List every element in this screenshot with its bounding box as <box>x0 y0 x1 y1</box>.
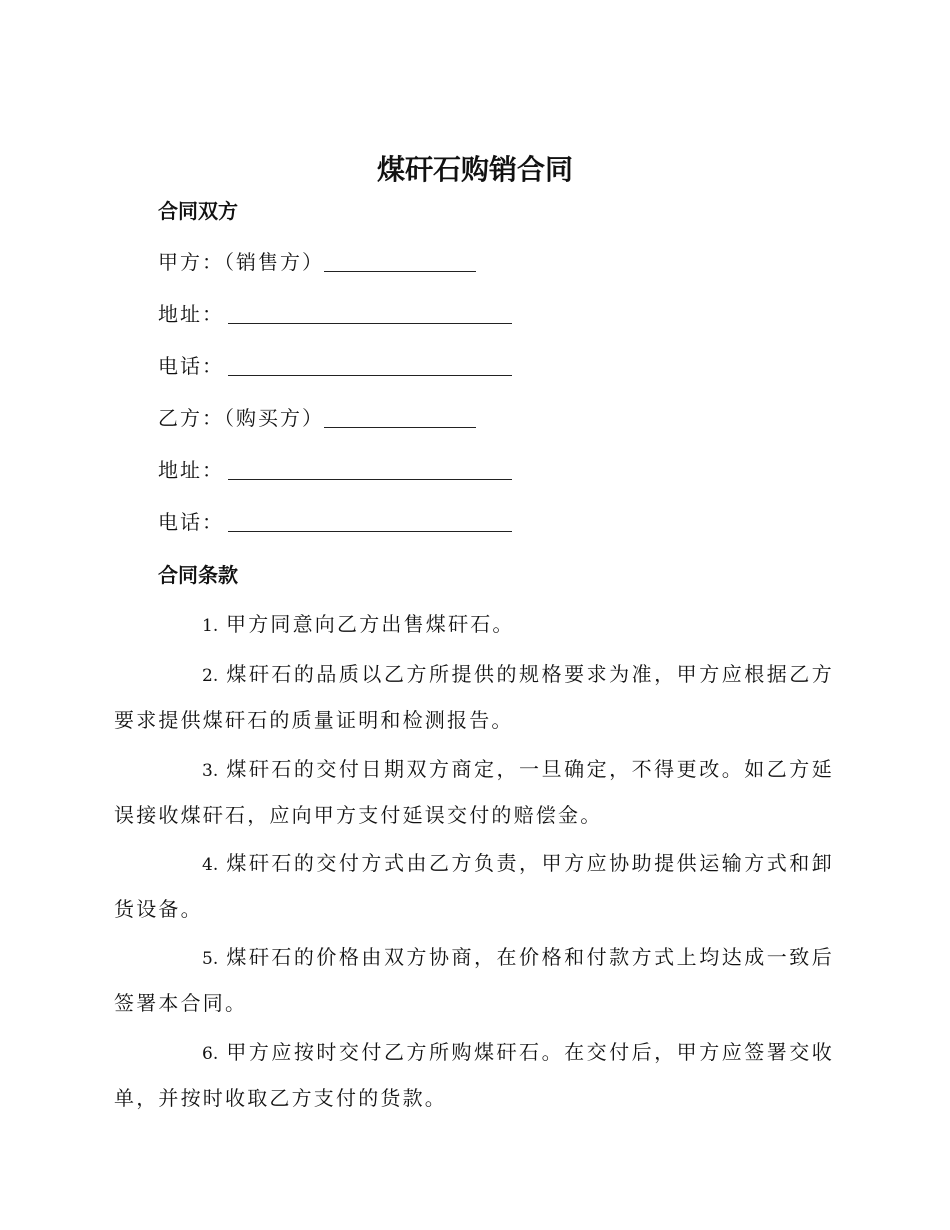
party-b-label: 乙方：（购买方） <box>158 406 324 430</box>
party-b-address-row <box>158 454 512 486</box>
party-a-phone-label: 电话： <box>158 354 224 378</box>
party-a-address-label: 地址： <box>158 302 224 326</box>
document-title: 煤矸石购销合同 <box>376 153 573 186</box>
clause-2 <box>114 652 834 742</box>
party-a-row <box>158 246 476 278</box>
clause-text: 煤矸石的交付方式由乙方负责，甲方应协助提供运输方式和卸货设备。 <box>114 851 834 921</box>
clause-number: 4. <box>202 855 219 875</box>
clause-number: 2. <box>202 666 219 686</box>
party-b-phone-row <box>158 506 512 538</box>
clause-text: 煤矸石的交付日期双方商定，一旦确定，不得更改。如乙方延误接收煤矸石，应向甲方支付延误交付的赔偿金。 <box>114 757 834 827</box>
party-a-label: 甲方：（销售方） <box>158 250 324 274</box>
clause-3 <box>114 747 834 837</box>
clause-4 <box>114 841 834 931</box>
clause-number: 5. <box>202 949 219 969</box>
party-a-phone-row <box>158 350 512 382</box>
terms-heading: 合同条款 <box>158 563 238 587</box>
party-b-address-label: 地址： <box>158 458 224 482</box>
clause-5 <box>114 935 834 1025</box>
clause-text: 煤矸石的价格由双方协商，在价格和付款方式上均达成一致后签署本合同。 <box>114 945 834 1015</box>
clause-text: 甲方应按时交付乙方所购煤矸石。在交付后，甲方应签署交收单，并按时收取乙方支付的货款。 <box>114 1040 834 1110</box>
clause-number: 3. <box>202 761 219 781</box>
party-b-address-blank <box>228 457 512 480</box>
clause-number: 6. <box>202 1044 219 1064</box>
clause-1 <box>114 602 834 648</box>
party-b-phone-label: 电话： <box>158 510 224 534</box>
party-a-name-blank <box>324 249 476 272</box>
party-a-phone-blank <box>228 353 512 376</box>
clause-6 <box>114 1030 834 1120</box>
party-b-name-blank <box>324 405 476 428</box>
clause-text: 甲方同意向乙方出售煤矸石。 <box>226 612 515 636</box>
party-b-phone-blank <box>228 509 512 532</box>
clause-text: 煤矸石的品质以乙方所提供的规格要求为准，甲方应根据乙方要求提供煤矸石的质量证明和检测报告。 <box>114 662 834 732</box>
party-b-row <box>158 402 476 434</box>
party-a-address-row <box>158 298 512 330</box>
parties-heading: 合同双方 <box>158 199 238 223</box>
clause-number: 1. <box>202 616 219 636</box>
party-a-address-blank <box>228 301 512 324</box>
